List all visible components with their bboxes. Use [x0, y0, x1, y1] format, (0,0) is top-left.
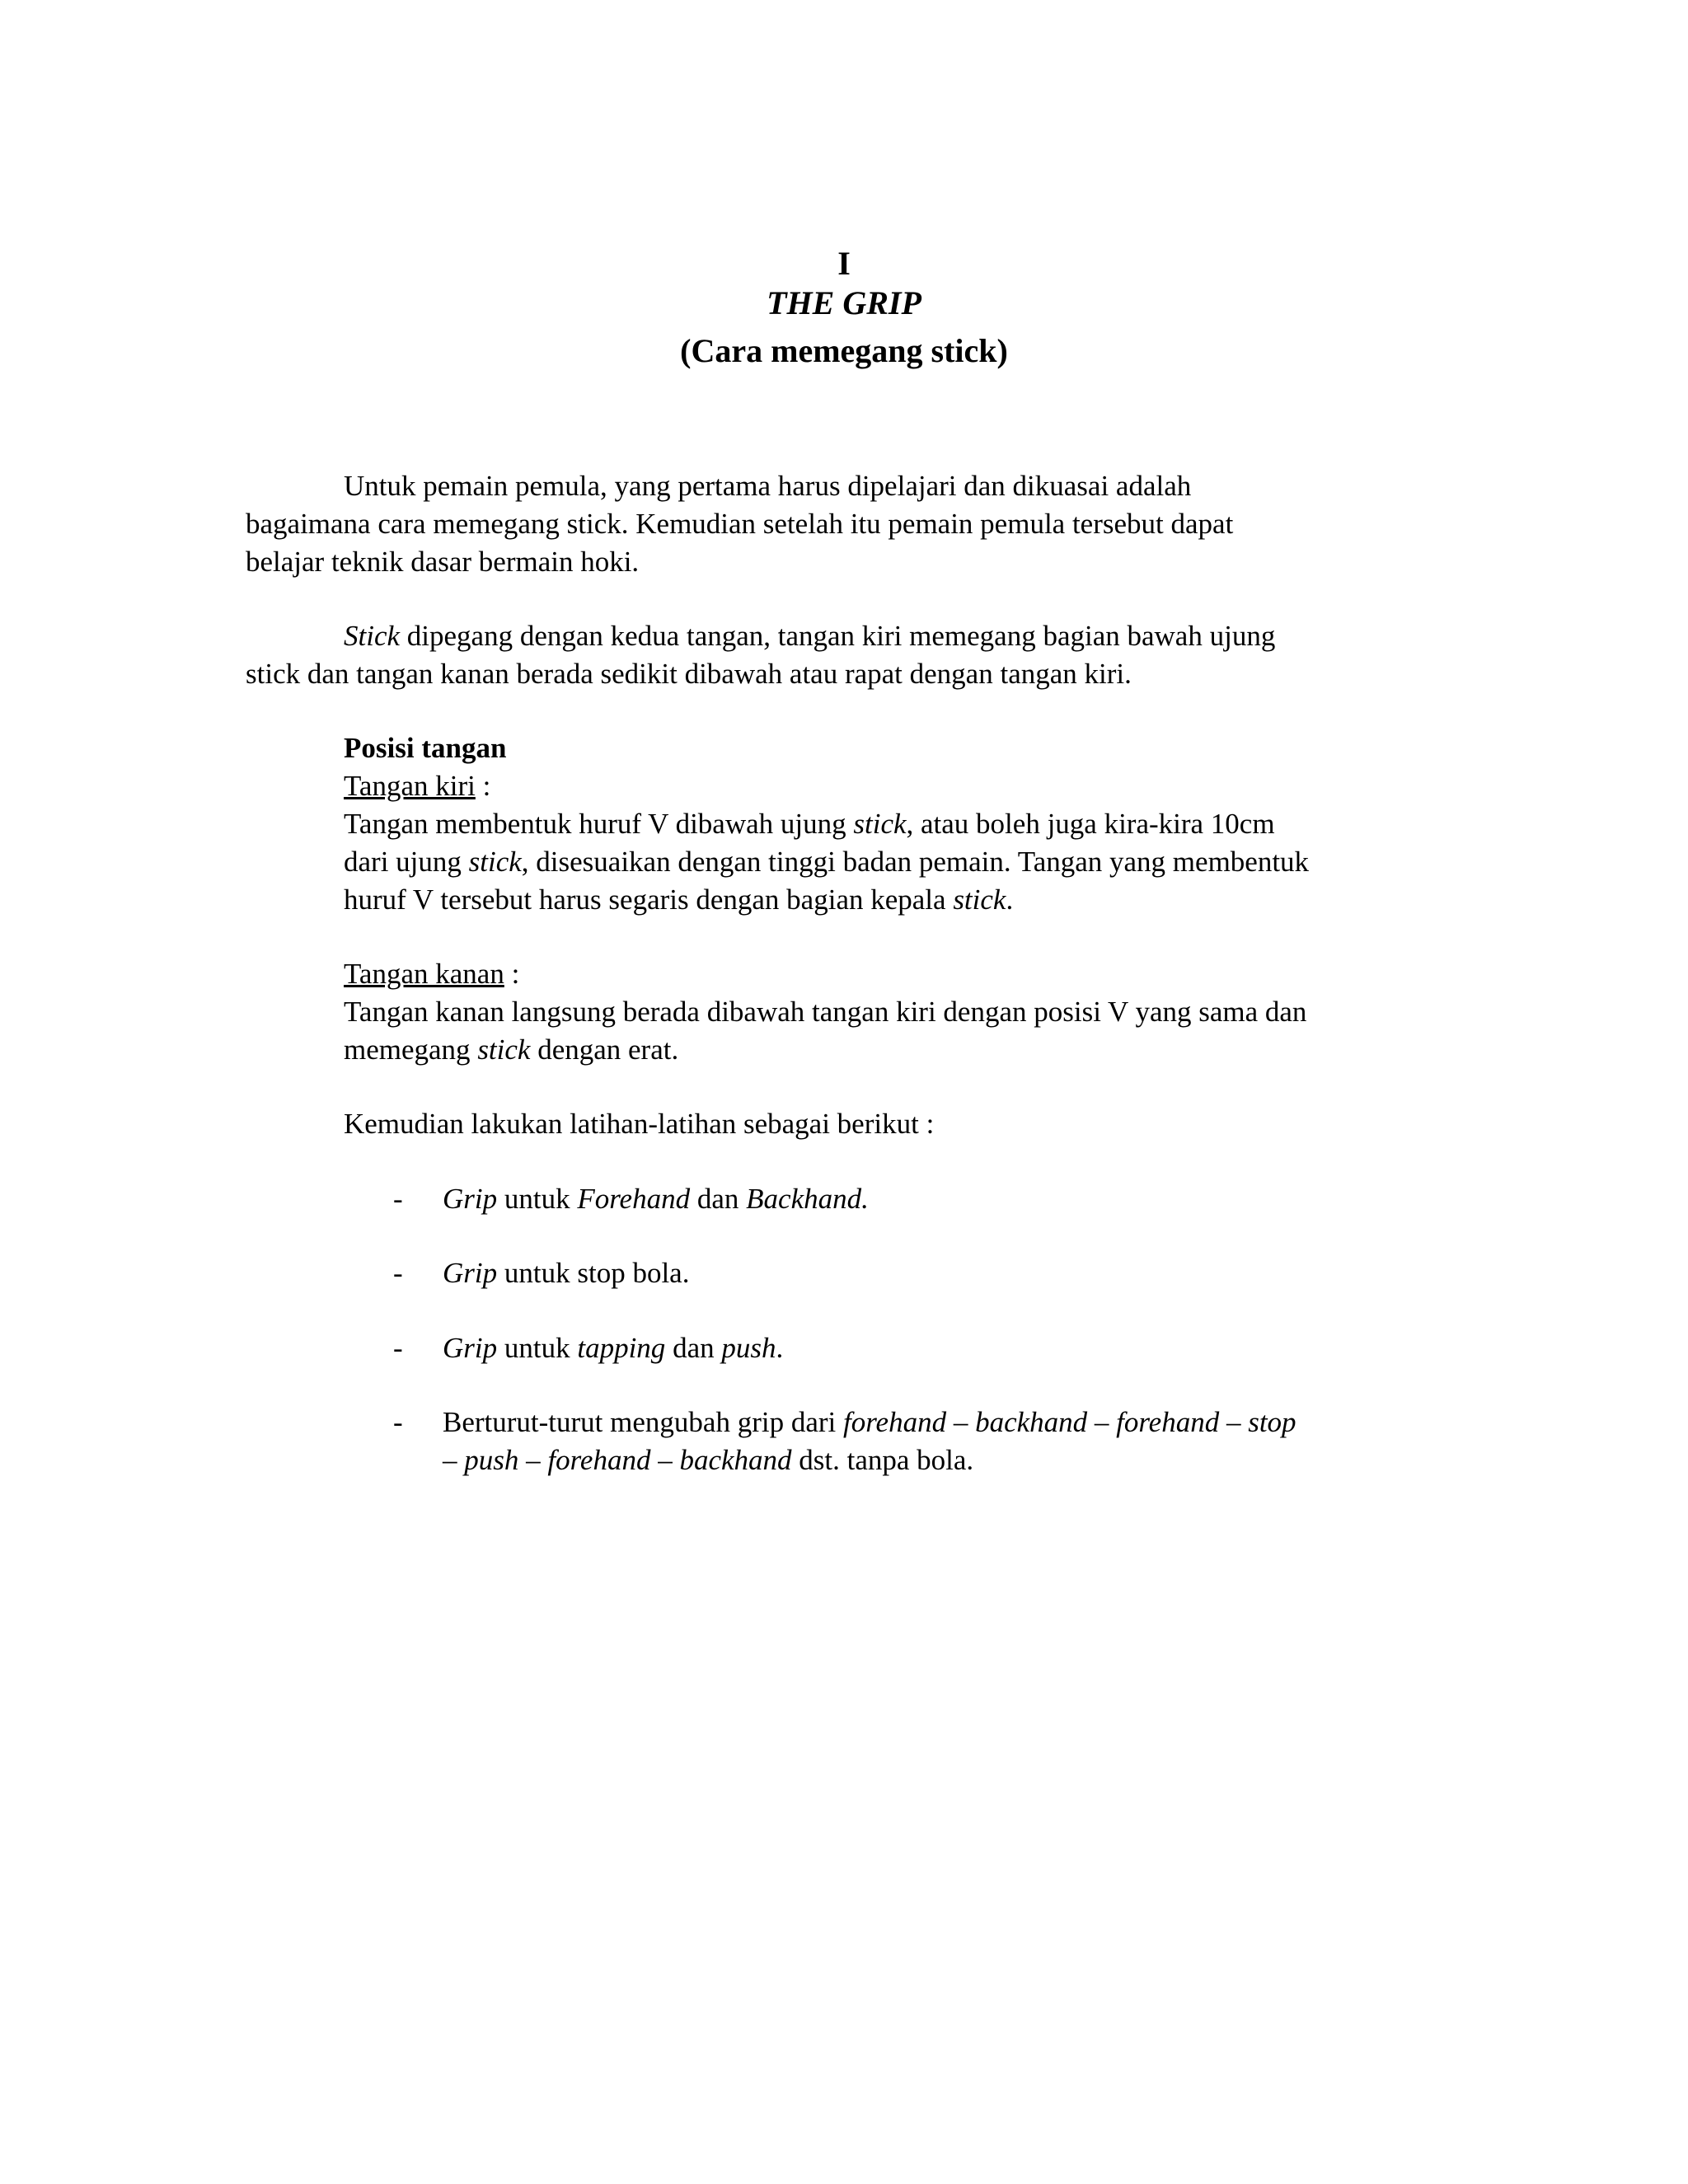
list-item-text: forehand – backhand – forehand – stop [842, 1406, 1296, 1438]
stick-paragraph-line-2: stick dan tangan kanan berada sedikit dibawah atau rapat dengan tangan kiri. [246, 658, 1132, 690]
right-hand-colon: : [504, 958, 520, 990]
list-item-text: dan [690, 1183, 747, 1215]
right-hand-text: dengan erat. [530, 1033, 679, 1066]
left-hand-line-1 [344, 805, 1275, 843]
stick-italic: stick [468, 846, 522, 878]
chapter-number: I [837, 245, 851, 282]
list-item-text: dst. tanpa bola. [791, 1444, 974, 1476]
right-hand-label-line [344, 955, 519, 993]
stick-italic: stick [953, 883, 1006, 916]
list-item-4-line-2 [443, 1441, 973, 1479]
list-item-text: untuk [497, 1183, 578, 1215]
left-hand-label: Tangan kiri [344, 770, 476, 802]
left-hand-text: , atau boleh juga kira-kira 10cm [906, 808, 1275, 840]
left-hand-colon: : [475, 770, 491, 802]
intro-line-3: belajar teknik dasar bermain hoki. [246, 546, 640, 578]
stick-italic: stick [853, 808, 907, 840]
intro-line-2: bagaimana cara memegang stick. Kemudian setelah itu pemain pemula tersebut dapat [246, 508, 1234, 540]
list-item-text: Grip [443, 1332, 498, 1364]
list-item-text: push [721, 1332, 776, 1364]
list-item-text: Backhand. [746, 1183, 869, 1215]
left-hand-label-line [344, 767, 490, 805]
stick-italic: stick [477, 1033, 531, 1066]
left-hand-text: Tangan membentuk huruf V dibawah ujung [344, 808, 854, 840]
list-item-1 [443, 1180, 869, 1218]
list-item-text: Grip [443, 1183, 498, 1215]
list-item-2 [443, 1254, 689, 1292]
right-hand-text: memegang [344, 1033, 478, 1066]
right-hand-line-2 [344, 1031, 678, 1069]
list-item-4-line-1 [443, 1404, 1296, 1441]
list-bullet: - [393, 1332, 403, 1364]
left-hand-text: . [1006, 883, 1014, 916]
left-hand-text: dari ujung [344, 846, 469, 878]
right-hand-line-1: Tangan kanan langsung berada dibawah tangan kiri dengan posisi V yang sama dan [344, 996, 1307, 1028]
list-item-text: untuk stop bola. [497, 1257, 690, 1289]
list-item-text: untuk [497, 1332, 578, 1364]
exercises-intro: Kemudian lakukan latihan-latihan sebagai berikut : [344, 1108, 935, 1140]
list-bullet: - [393, 1257, 403, 1289]
list-bullet: - [393, 1183, 403, 1215]
chapter-title: THE GRIP [767, 284, 921, 321]
intro-line-1: Untuk pemain pemula, yang pertama harus dipelajari dan dikuasai adalah [344, 470, 1192, 502]
list-item-text: Grip [443, 1257, 498, 1289]
left-hand-text: , disesuaikan dengan tinggi badan pemain. Tangan yang membentuk [521, 846, 1310, 878]
left-hand-line-2 [344, 843, 1309, 881]
list-item-text: Berturut-turut mengubah grip dari [443, 1406, 843, 1438]
hand-position-heading: Posisi tangan [344, 732, 507, 764]
chapter-subtitle: (Cara memegang stick) [680, 332, 1008, 369]
list-item-text: – push – forehand – backhand [443, 1444, 792, 1476]
list-item-text: . [776, 1332, 784, 1364]
list-bullet: - [393, 1406, 403, 1438]
list-item-text: Forehand [577, 1183, 691, 1215]
left-hand-line-3 [344, 881, 1013, 919]
stick-paragraph-line-1 [344, 617, 1275, 655]
list-item-text: dan [665, 1332, 722, 1364]
right-hand-label: Tangan kanan [344, 958, 504, 990]
stick-line-1-rest: dipegang dengan kedua tangan, tangan kiri memegang bagian bawah ujung [400, 620, 1276, 652]
stick-word: Stick [344, 620, 401, 652]
left-hand-text: huruf V tersebut harus segaris dengan bagian kepala [344, 883, 954, 916]
list-item-text: tapping [577, 1332, 666, 1364]
list-item-3 [443, 1329, 783, 1367]
